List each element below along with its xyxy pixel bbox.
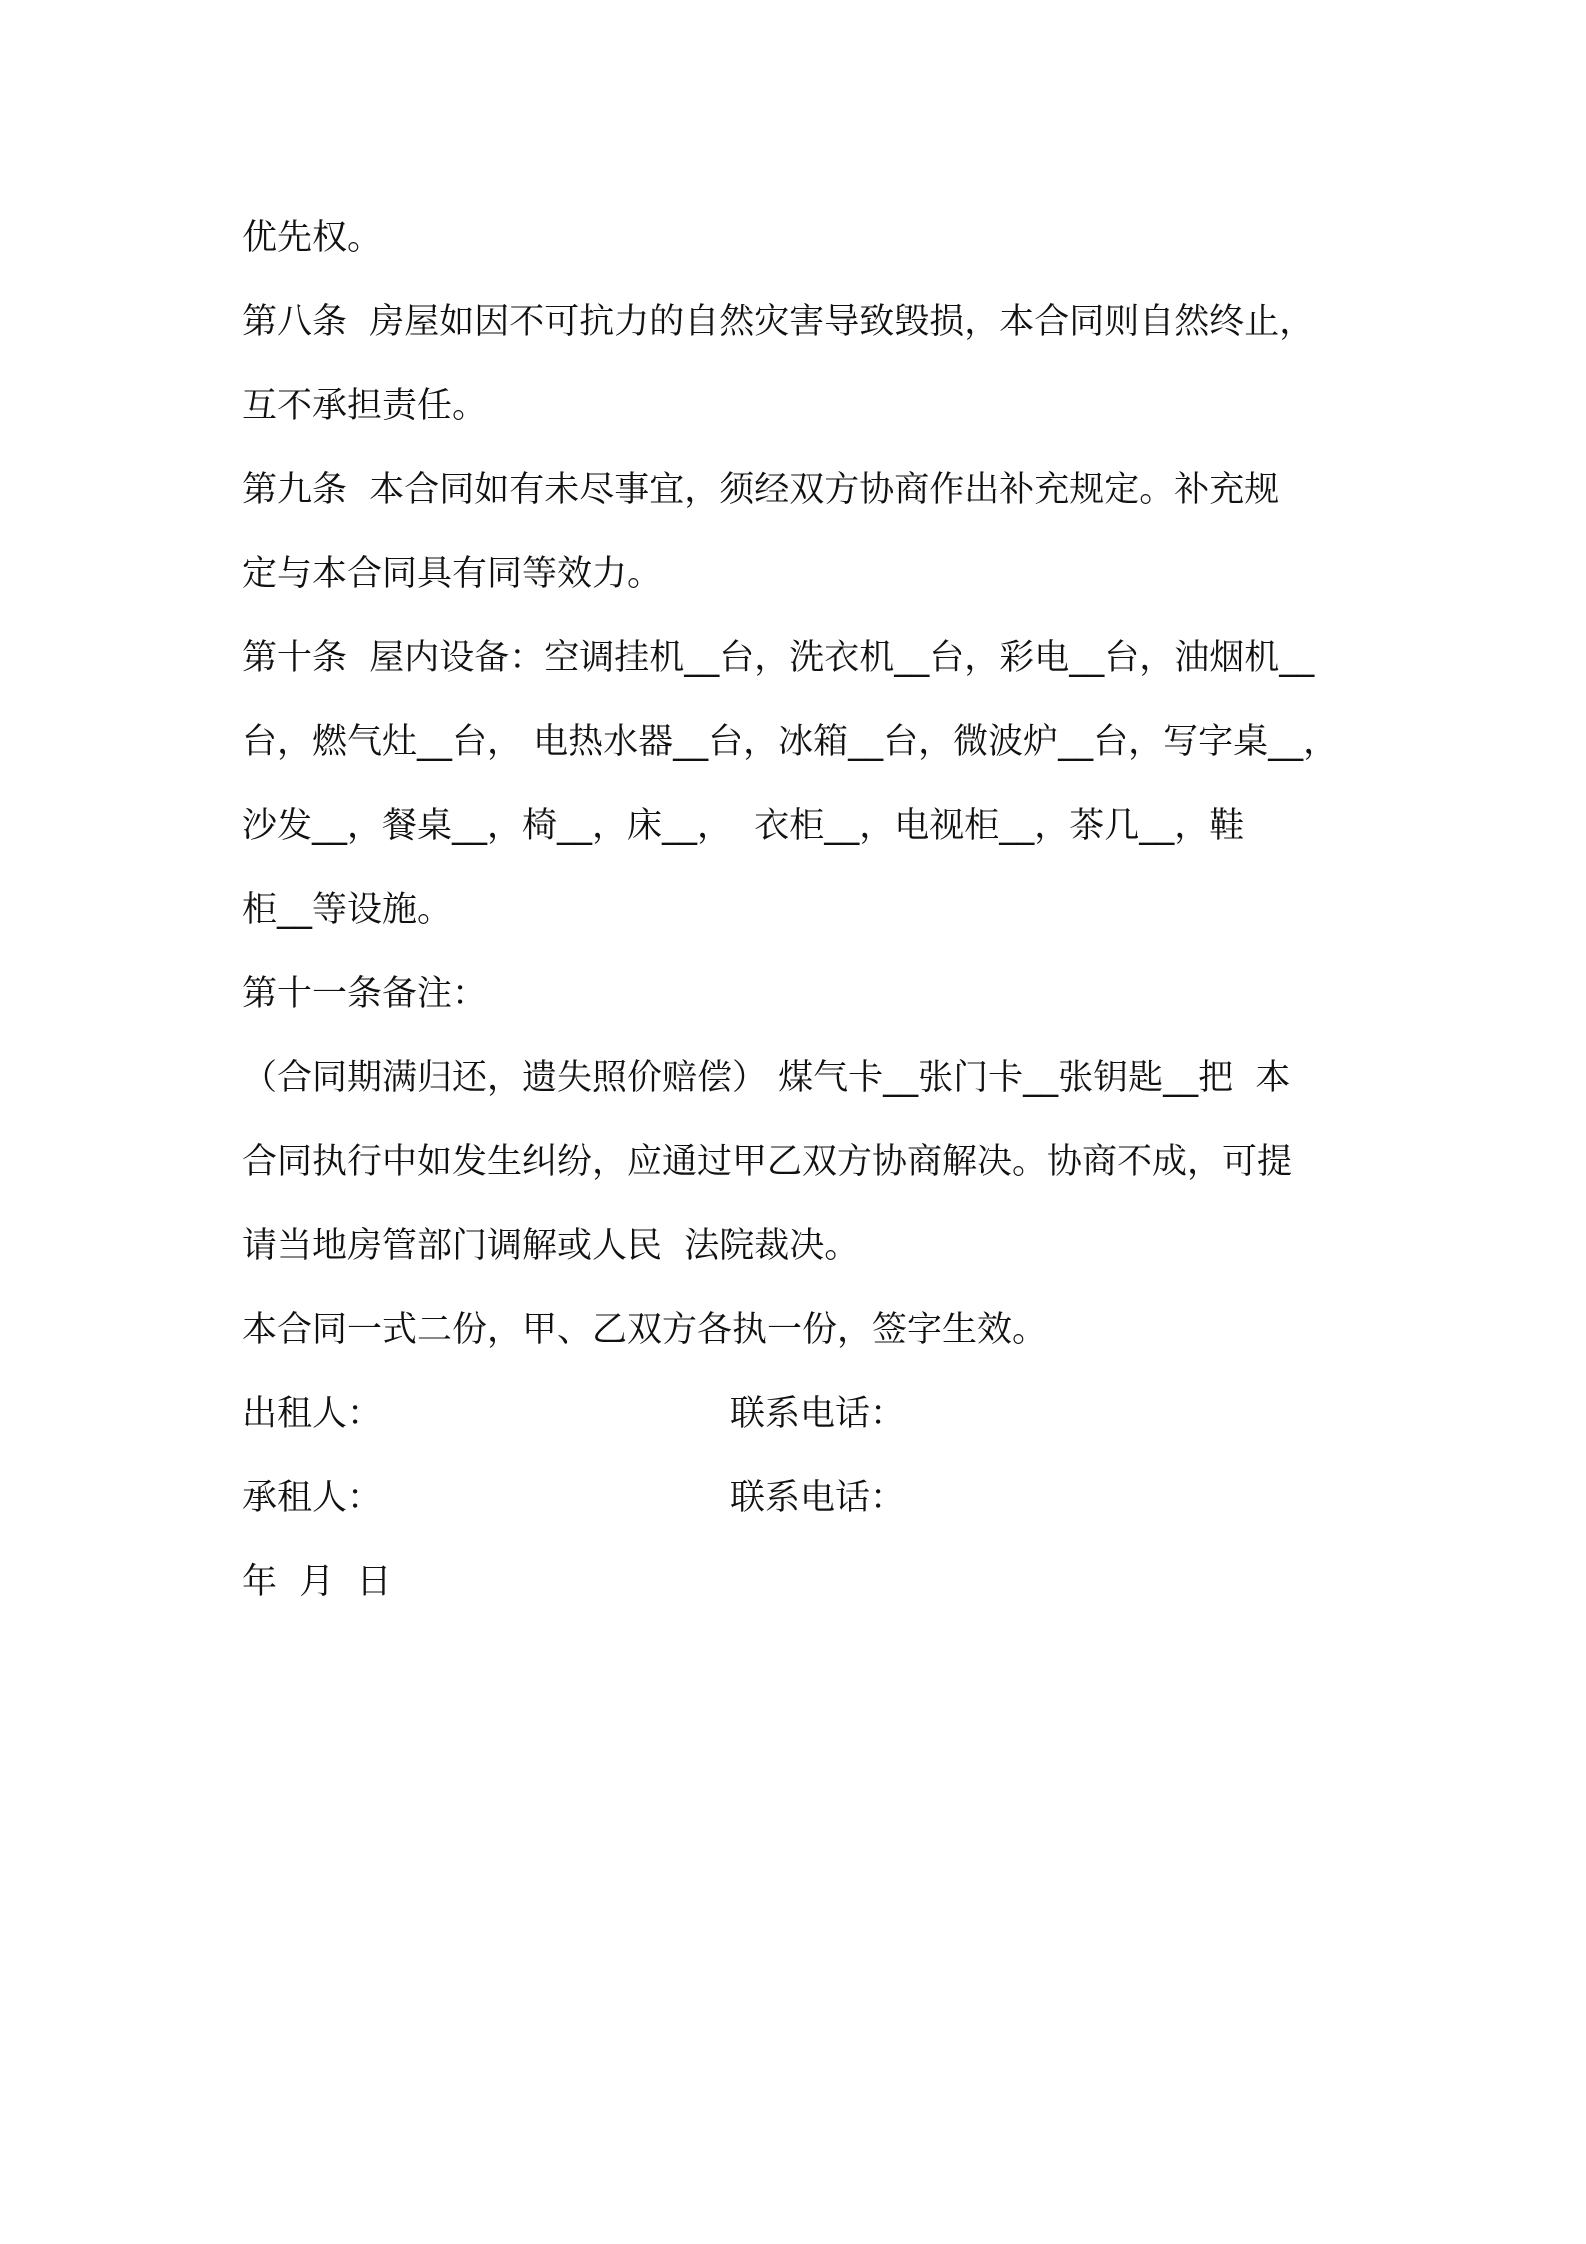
copies-clause: 本合同一式二份，甲、乙双方各执一份，签字生效。 (242, 1310, 1048, 1350)
article-10-line-1: 第十条 屋内设备：空调挂机__台，洗衣机__台，彩电__台，油烟机__ (242, 638, 1315, 678)
lessee-label: 承租人： (242, 1478, 383, 1518)
article-10-line-4: 柜__等设施。 (242, 890, 453, 930)
article-8-line-2: 互不承担责任。 (242, 386, 488, 426)
article-11-line-2: 合同执行中如发生纠纷，应通过甲乙双方协商解决。协商不成，可提 (242, 1142, 1293, 1182)
text-line: 优先权。 (242, 218, 383, 258)
article-11-heading: 第十一条备注： (242, 974, 488, 1014)
lessee-phone-label: 联系电话： (730, 1478, 906, 1518)
date-line: 年 月 日 (242, 1562, 392, 1602)
article-11-line-1: （合同期满归还，遗失照价赔偿） 煤气卡__张门卡__张钥匙__把 本 (242, 1058, 1291, 1098)
article-9-line-1: 第九条 本合同如有未尽事宜，须经双方协商作出补充规定。补充规 (242, 470, 1280, 510)
lessor-phone-label: 联系电话： (730, 1394, 906, 1434)
article-9-line-2: 定与本合同具有同等效力。 (242, 554, 663, 594)
lessee-signature-row (242, 1456, 1362, 1540)
contract-body (242, 196, 1362, 1624)
article-11-line-3: 请当地房管部门调解或人民 法院裁决。 (242, 1226, 860, 1266)
article-10-line-2: 台，燃气灶__台， 电热水器__台，冰箱__台，微波炉__台，写字桌__， (242, 722, 1339, 762)
article-8-line-1: 第八条 房屋如因不可抗力的自然灾害导致毁损，本合同则自然终止， (242, 302, 1315, 342)
article-10-line-3: 沙发__，餐桌__，椅__，床__， 衣柜__，电视柜__，茶几__，鞋 (242, 806, 1245, 846)
lessor-label: 出租人： (242, 1394, 383, 1434)
lessor-signature-row (242, 1372, 1362, 1456)
